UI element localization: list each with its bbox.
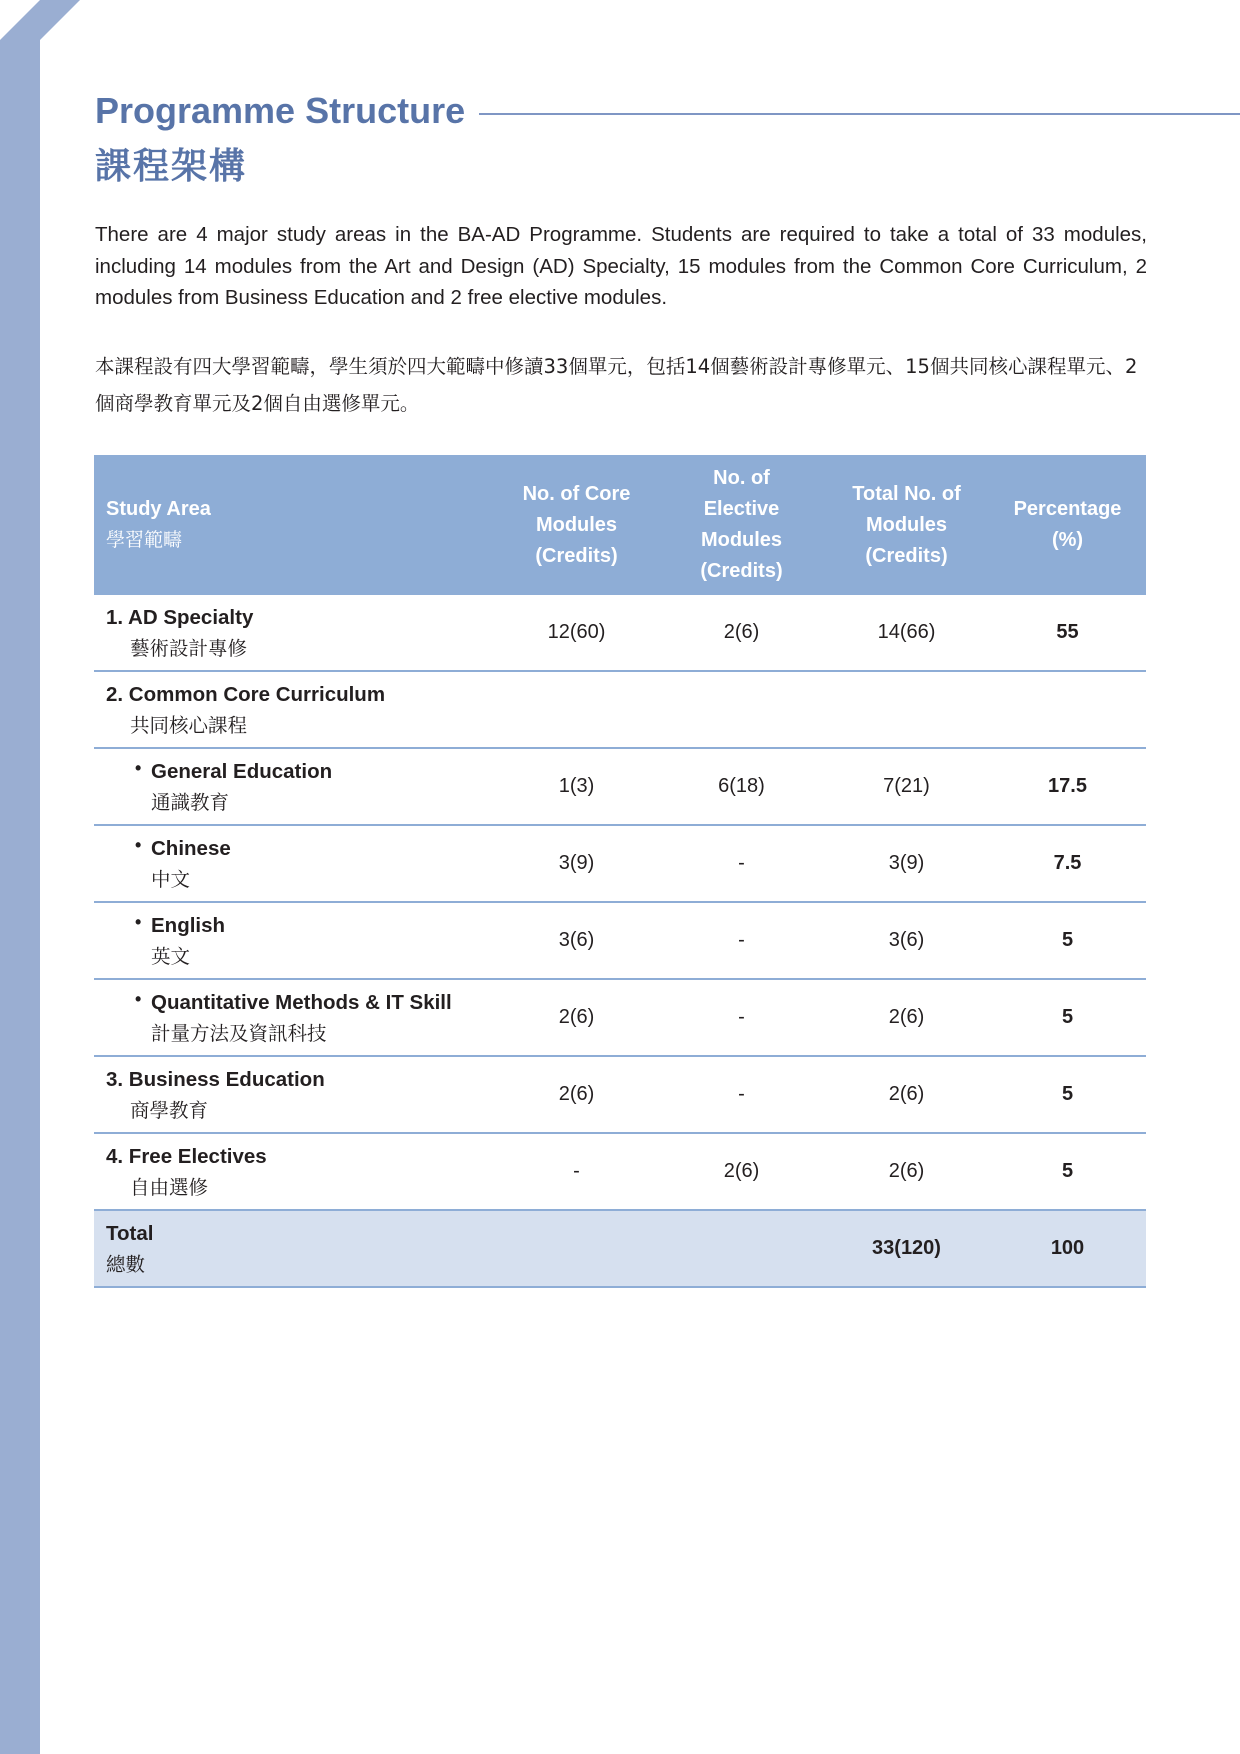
elective-cell: -	[659, 979, 824, 1056]
header-total-line: Total No. of	[852, 482, 961, 505]
header-percentage	[989, 455, 1146, 595]
percentage-cell: 55	[989, 595, 1146, 671]
table-header-row	[94, 455, 1146, 595]
intro-paragraph-en: There are 4 major study areas in the BA-AD Programme. Students are required to take a total of 33 modules, including 14 modules from the Art and Design (AD) Specialty, 15 modules from the Common Core Curriculum, 2 modules from Business Education and 2 free elective modules.	[95, 223, 1147, 309]
percentage-cell: 5	[989, 902, 1146, 979]
table-row-total	[94, 1210, 1146, 1287]
header-elective-line: Elective	[703, 498, 780, 520]
total-cell: 14(66)	[824, 595, 989, 671]
study-area-cell	[94, 1141, 494, 1203]
elective-cell: -	[659, 825, 824, 902]
elective-cell: -	[659, 902, 824, 979]
total-cell	[824, 671, 989, 748]
total-cell: 2(6)	[824, 1056, 989, 1133]
table-row-ad-specialty	[94, 595, 1146, 671]
study-area-cell	[94, 602, 494, 664]
total-cell: 3(9)	[824, 825, 989, 902]
header-total-line: Modules	[865, 513, 948, 536]
core-cell: 12(60)	[494, 595, 659, 671]
percentage-cell: 17.5	[989, 748, 1146, 825]
core-cell: -	[494, 1133, 659, 1210]
header-percentage-line: Percentage	[1013, 498, 1122, 520]
study-area-en: English	[151, 913, 226, 937]
total-cell: 3(6)	[824, 902, 989, 979]
table-row-common-core	[94, 671, 1146, 748]
percentage-cell: 5	[989, 1133, 1146, 1210]
elective-cell: 6(18)	[659, 748, 824, 825]
header-core-line: Modules	[535, 513, 618, 536]
study-area-zh: 自由選修	[130, 1175, 209, 1199]
core-cell: 3(6)	[494, 902, 659, 979]
study-area-zh: 通識教育	[151, 790, 230, 814]
header-study-area	[94, 455, 494, 595]
study-area-cell	[94, 987, 494, 1049]
total-cell: 2(6)	[824, 1133, 989, 1210]
total-label-zh: 總數	[106, 1252, 146, 1276]
study-area-cell	[94, 833, 494, 895]
header-elective-modules	[659, 455, 824, 595]
study-area-en: 1. AD Specialty	[106, 605, 254, 629]
side-band	[0, 0, 40, 1754]
elective-cell: 2(6)	[659, 1133, 824, 1210]
title-row	[95, 90, 1240, 132]
study-area-zh: 英文	[151, 944, 191, 968]
study-area-zh: 共同核心課程	[130, 713, 248, 737]
header-total-line: (Credits)	[865, 544, 948, 567]
table-row-general-education	[94, 748, 1146, 825]
study-area-cell	[94, 679, 494, 741]
study-area-en: Quantitative Methods & IT Skill	[151, 990, 452, 1014]
core-cell: 2(6)	[494, 1056, 659, 1133]
header-core-line: No. of Core	[522, 482, 631, 505]
header-elective-line: Modules	[700, 529, 783, 551]
core-cell: 1(3)	[494, 748, 659, 825]
table-row-quantitative-methods	[94, 979, 1146, 1056]
elective-cell	[659, 671, 824, 748]
header-study-area-en: Study Area	[106, 498, 211, 520]
study-area-zh: 商學教育	[130, 1098, 209, 1122]
table-row-english	[94, 902, 1146, 979]
header-core-line: (Credits)	[535, 544, 618, 567]
study-area-cell	[94, 1218, 494, 1280]
total-cell: 33(120)	[824, 1210, 989, 1287]
header-core-modules	[494, 455, 659, 595]
header-elective-line: No. of	[713, 467, 770, 489]
bullet-icon: •	[135, 834, 142, 855]
study-area-zh: 計量方法及資訊科技	[151, 1021, 327, 1045]
study-area-zh: 藝術設計專修	[130, 636, 248, 660]
bullet-icon: •	[135, 911, 142, 932]
header-study-area-zh: 學習範疇	[106, 529, 183, 551]
elective-cell: -	[659, 1056, 824, 1133]
table-row-business-education	[94, 1056, 1146, 1133]
bullet-icon: •	[135, 757, 142, 778]
core-cell: 3(9)	[494, 825, 659, 902]
percentage-cell: 100	[989, 1210, 1146, 1287]
corner-tab	[40, 0, 80, 40]
total-cell: 7(21)	[824, 748, 989, 825]
study-area-en: 2. Common Core Curriculum	[106, 682, 386, 706]
core-cell	[494, 671, 659, 748]
bullet-icon: •	[135, 988, 142, 1009]
percentage-cell: 7.5	[989, 825, 1146, 902]
core-cell: 2(6)	[494, 979, 659, 1056]
programme-structure-table	[94, 455, 1146, 1288]
elective-cell: 2(6)	[659, 595, 824, 671]
study-area-zh: 中文	[151, 867, 191, 891]
page-title-chinese: 課程架構	[95, 146, 248, 187]
study-area-cell	[94, 756, 494, 818]
percentage-cell: 5	[989, 979, 1146, 1056]
page-corner-cut	[0, 0, 40, 40]
study-area-en: 4. Free Electives	[106, 1144, 267, 1168]
header-total-modules	[824, 455, 989, 595]
study-area-cell	[94, 1064, 494, 1126]
study-area-en: 3. Business Education	[106, 1067, 325, 1091]
core-cell	[494, 1210, 659, 1287]
table-row-chinese	[94, 825, 1146, 902]
elective-cell	[659, 1210, 824, 1287]
section-heading	[95, 90, 1240, 189]
study-area-en: General Education	[151, 759, 333, 783]
study-area-cell	[94, 910, 494, 972]
header-percentage-line: (%)	[1051, 529, 1084, 551]
header-elective-line: (Credits)	[700, 560, 783, 582]
percentage-cell: 5	[989, 1056, 1146, 1133]
total-label-en: Total	[106, 1221, 154, 1245]
intro-paragraph-zh: 本課程設有四大學習範疇，學生須於四大範疇中修讀33個單元，包括14個藝術設計專修單元、15個共同核心課程單元、2個商學教育單元及2個自由選修單元。	[95, 355, 1138, 415]
total-cell: 2(6)	[824, 979, 989, 1056]
table-row-free-electives	[94, 1133, 1146, 1210]
title-rule	[479, 113, 1240, 115]
page-title: Programme Structure	[95, 90, 466, 131]
percentage-cell	[989, 671, 1146, 748]
study-area-en: Chinese	[151, 836, 231, 860]
